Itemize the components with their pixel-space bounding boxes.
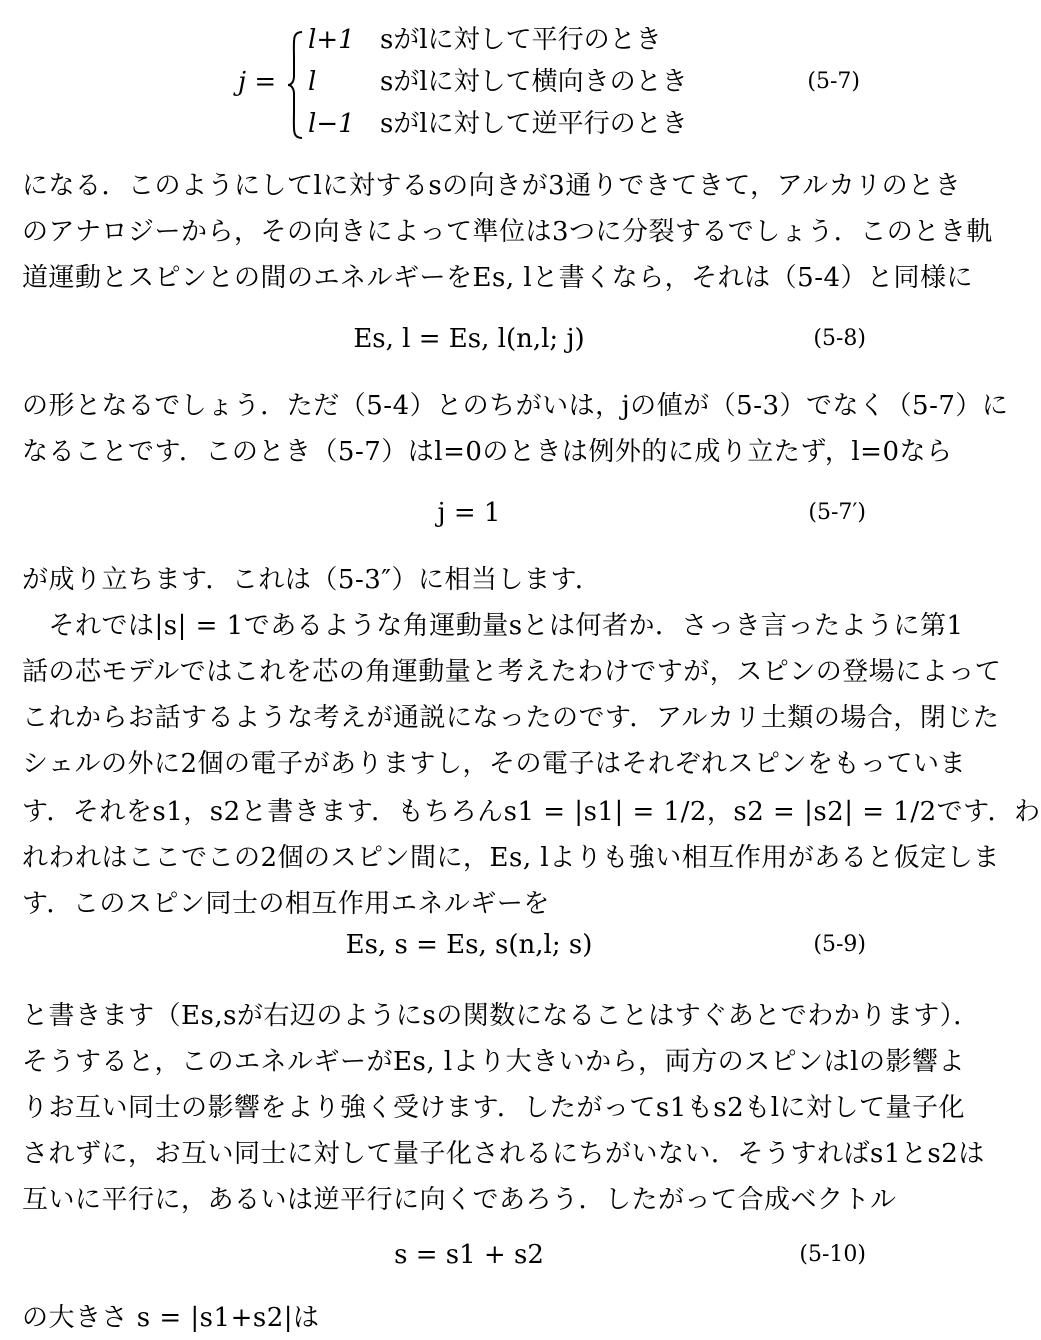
- case-condition: sがlに対して平行のとき: [380, 25, 662, 55]
- text-line: す．それをs1，s2と書きます．もちろんs1 = |s1| = 1/2，s2 = |s2| = 1/2です．わ: [22, 797, 1041, 827]
- equation-number: (5-8): [813, 326, 866, 351]
- equation-5-8: [0, 314, 938, 364]
- text-line: これからお話するような考えが通説になったのです．アルカリ土類の場合，閉じた: [22, 703, 1000, 733]
- text-line: す．このスピン同士の相互作用エネルギーを: [22, 889, 550, 919]
- equation-5-9: [0, 920, 938, 970]
- equation-5-7-prime: [0, 488, 938, 538]
- case-row-antiparallel: [308, 104, 688, 144]
- equation-number: (5-9): [813, 932, 866, 957]
- text-line: それでは|s| = 1であるような角運動量sとは何者か．さっき言ったように第1: [22, 611, 964, 641]
- case-row-transverse: [308, 62, 688, 102]
- equation-5-7: [0, 14, 938, 144]
- equation-5-10: [0, 1230, 938, 1280]
- case-value: l−1: [308, 109, 355, 139]
- equation-body: Es, s = Es, s(n,l; s): [345, 930, 593, 960]
- case-value: l+1: [308, 25, 355, 55]
- text-line: れわれはここでこの2個のスピン間に，Es, lよりも強い相互作用があると仮定しま: [22, 843, 1000, 873]
- text-line: 道運動とスピンとの間のエネルギーをEs, lと書くなら，それは（5-4）と同様に: [22, 263, 974, 293]
- equation-number: (5-7): [807, 69, 860, 94]
- text-line: 話の芯モデルではこれを芯の角運動量と考えたわけですが，スピンの登場によって: [22, 657, 1002, 687]
- left-brace-icon: [286, 30, 304, 140]
- text-line: シェルの外に2個の電子がありますし，その電子はそれぞれスピンをもっていま: [22, 749, 967, 779]
- text-line: と書きます（Es,sが右辺のようにsの関数になることはすぐあとでわかります）．: [22, 1001, 980, 1031]
- equation-lhs: j =: [238, 67, 277, 97]
- text-line: りお互い同士の影響をより強く受けます．したがってs1もs2もlに対して量子化: [22, 1093, 966, 1123]
- text-line: 互いに平行に，あるいは逆平行に向くであろう．したがって合成ベクトル: [22, 1185, 897, 1215]
- text-line: なることです．このとき（5-7）はl=0のときは例外的に成り立たず，l=0なら: [22, 437, 953, 467]
- case-condition: sがlに対して逆平行のとき: [380, 109, 688, 139]
- equation-number: (5-7′): [808, 500, 866, 525]
- text-line: になる．このようにしてlに対するsの向きが3通りできてきて，アルカリのとき: [22, 171, 962, 201]
- equation-body: Es, l = Es, l(n,l; j): [353, 324, 585, 354]
- case-condition: sがlに対して横向きのとき: [380, 67, 688, 97]
- text-line: の大きさ s = |s1+s2|は: [22, 1303, 320, 1333]
- text-line: が成り立ちます．これは（5-3″）に相当します．: [22, 565, 602, 595]
- equation-number: (5-10): [799, 1242, 866, 1267]
- text-line: の形となるでしょう．ただ（5-4）とのちがいは，jの値が（5-3）でなく（5-7）に: [22, 391, 1009, 421]
- text-line: されずに，お互い同士に対して量子化されるにちがいない．そうすればs1とs2は: [22, 1139, 985, 1169]
- case-value: l: [308, 67, 317, 97]
- text-line: のアナロジーから，その向きによって準位は3つに分裂するでしょう．このとき軌: [22, 217, 993, 247]
- equation-body: j = 1: [437, 498, 501, 528]
- equation-body: s = s1 + s2: [394, 1240, 544, 1270]
- text-line: そうすると，このエネルギーがEs, lより大きいから，両方のスピンはlの影響よ: [22, 1047, 965, 1077]
- case-row-parallel: [308, 20, 662, 60]
